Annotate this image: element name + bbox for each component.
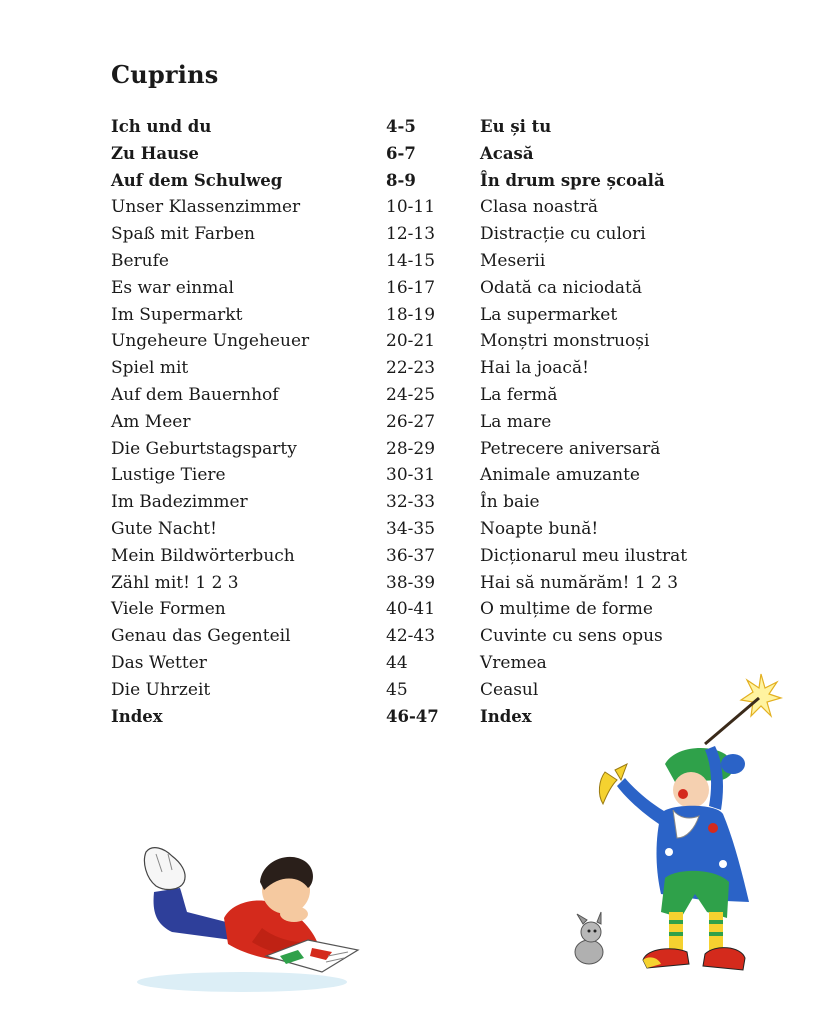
toc-row — [111, 275, 711, 302]
toc-romanian-title: Index — [480, 706, 532, 726]
toc-row — [111, 302, 711, 329]
toc-page-range: 20-21 — [386, 331, 436, 352]
boy-socks — [144, 848, 185, 890]
coat-dot — [719, 860, 727, 868]
toc-german-title: Die Geburtstagsparty — [111, 438, 297, 459]
toc-german-title: Genau das Gegenteil — [111, 626, 291, 647]
toc-page-range: 18-19 — [386, 304, 436, 325]
toc-romanian-title: Meserii — [480, 250, 546, 271]
toc-german-title: Die Uhrzeit — [111, 679, 211, 700]
toc-german-title: Ich und du — [111, 117, 212, 136]
toc-german-title: Spaß mit Farben — [111, 224, 256, 245]
toc-page-range: 28-29 — [386, 438, 436, 459]
toc-page-range: 26-27 — [386, 411, 436, 432]
toc-german-title: Auf dem Schulweg — [111, 170, 283, 190]
toc-german-title: Unser Klassenzimmer — [111, 197, 301, 218]
toc-romanian-title: Ceasul — [480, 679, 539, 700]
magic-wand — [705, 698, 759, 744]
toc-page-range: 42-43 — [386, 626, 436, 647]
clown-face — [673, 772, 709, 808]
toc-row — [111, 355, 711, 382]
toc-page-range: 12-13 — [386, 224, 436, 245]
toc-romanian-title: Dicționarul meu ilustrat — [480, 545, 688, 566]
toc-german-title: Berufe — [111, 250, 169, 271]
toc-page-range: 45 — [386, 679, 408, 700]
toc-romanian-title: O mulțime de forme — [480, 599, 653, 620]
small-dog — [575, 912, 603, 964]
toc-romanian-title: Acasă — [480, 143, 534, 163]
hat-pompom — [721, 754, 745, 774]
toc-romanian-title: La supermarket — [480, 304, 618, 325]
toc-page-range: 46-47 — [386, 706, 439, 726]
table-of-contents — [111, 114, 711, 730]
clown-shoe — [703, 948, 745, 970]
toc-page-range: 22-23 — [386, 358, 436, 379]
toc-romanian-title: Hai să numărăm! 1 2 3 — [480, 572, 679, 593]
toc-page-range: 44 — [386, 652, 408, 673]
toc-page-range: 10-11 — [386, 197, 436, 218]
toc-page-range: 6-7 — [386, 143, 416, 163]
toc-german-title: Lustige Tiere — [111, 465, 226, 486]
toc-german-title: Gute Nacht! — [111, 518, 217, 539]
toc-german-title: Am Meer — [111, 411, 191, 432]
toc-romanian-title: Animale amuzante — [480, 465, 640, 486]
toc-row — [111, 489, 711, 516]
toc-row — [111, 248, 711, 275]
toc-romanian-title: Noapte bună! — [480, 518, 599, 539]
clown-illustration — [565, 668, 787, 988]
toc-page-range: 34-35 — [386, 518, 436, 539]
toc-romanian-title: Cuvinte cu sens opus — [480, 626, 663, 647]
toc-page-range: 4-5 — [386, 117, 416, 136]
toc-german-title: Mein Bildwörterbuch — [111, 545, 295, 566]
toc-romanian-title: Eu și tu — [480, 117, 552, 136]
toc-row — [111, 462, 711, 489]
toc-german-title: Zu Hause — [111, 143, 199, 163]
toc-row — [111, 141, 711, 168]
toc-german-title: Ungeheure Ungeheuer — [111, 331, 310, 352]
toc-page-range: 30-31 — [386, 465, 436, 486]
toc-romanian-title: Odată ca niciodată — [480, 277, 642, 298]
toc-row — [111, 168, 711, 195]
toc-row — [111, 543, 711, 570]
toc-row — [111, 114, 711, 141]
toc-row — [111, 623, 711, 650]
toc-german-title: Zähl mit! 1 2 3 — [111, 572, 239, 593]
toc-romanian-title: Clasa noastră — [480, 197, 598, 218]
toc-romanian-title: Distracție cu culori — [480, 224, 646, 245]
boy-legs — [154, 888, 234, 940]
coat-dot — [708, 823, 718, 833]
toc-row — [111, 382, 711, 409]
toc-page-range: 16-17 — [386, 277, 436, 298]
toc-german-title: Auf dem Bauernhof — [111, 384, 279, 405]
toc-romanian-title: Vremea — [480, 652, 547, 673]
toc-page-range: 36-37 — [386, 545, 436, 566]
boy-reading-illustration — [132, 832, 368, 997]
toc-romanian-title: La mare — [480, 411, 552, 432]
toc-romanian-title: Petrecere aniversară — [480, 438, 661, 459]
coat-dot — [665, 848, 673, 856]
toc-row — [111, 328, 711, 355]
toc-row — [111, 596, 711, 623]
toc-romanian-title: Hai la joacă! — [480, 358, 589, 379]
toc-page-range: 8-9 — [386, 170, 416, 190]
toc-romanian-title: Monștri monstruoși — [480, 331, 650, 352]
toc-german-title: Es war einmal — [111, 277, 234, 298]
toc-german-title: Viele Formen — [111, 599, 226, 620]
toc-row — [111, 436, 711, 463]
toc-page-range: 24-25 — [386, 384, 436, 405]
toc-row — [111, 221, 711, 248]
page-title: Cuprins — [111, 60, 219, 89]
toc-row — [111, 409, 711, 436]
boy-hands — [280, 906, 308, 922]
clown-nose — [678, 789, 688, 799]
toc-page-range: 32-33 — [386, 492, 436, 513]
toc-german-title: Im Badezimmer — [111, 492, 248, 513]
toc-romanian-title: În drum spre școală — [480, 170, 665, 190]
toc-romanian-title: La fermă — [480, 384, 558, 405]
toc-page-range: 40-41 — [386, 599, 436, 620]
toc-page-range: 14-15 — [386, 250, 436, 271]
toc-row — [111, 516, 711, 543]
floor-shadow — [137, 972, 347, 992]
toc-german-title: Spiel mit — [111, 358, 189, 379]
toc-row — [111, 194, 711, 221]
toc-german-title: Index — [111, 706, 163, 726]
toc-romanian-title: În baie — [480, 492, 540, 513]
toc-page-range: 38-39 — [386, 572, 436, 593]
toc-row — [111, 570, 711, 597]
toc-german-title: Das Wetter — [111, 652, 207, 673]
toc-german-title: Im Supermarkt — [111, 304, 243, 325]
